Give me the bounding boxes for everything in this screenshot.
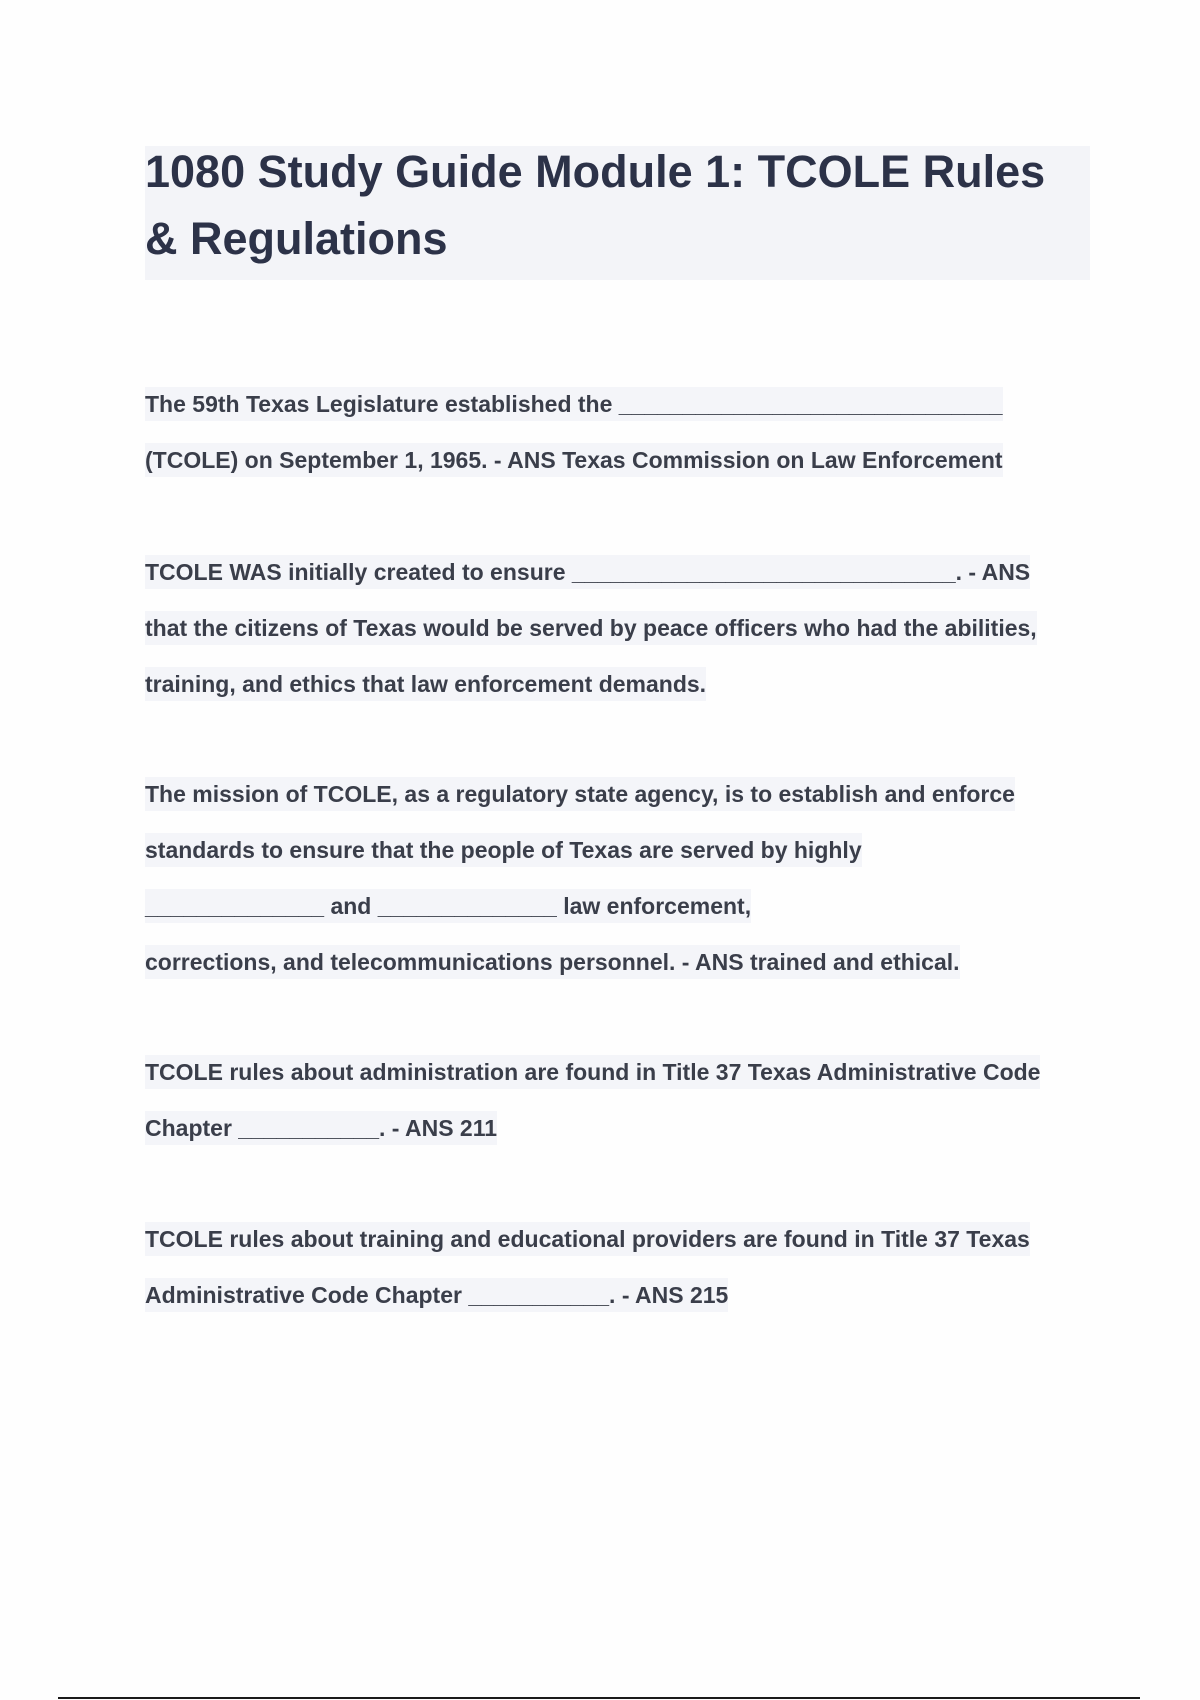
footer-divider [58, 1697, 1140, 1699]
question-block-3 [145, 766, 1090, 990]
answer-line [145, 934, 1090, 990]
question-line [145, 376, 1090, 432]
question-text: TCOLE rules about training and educational providers are found in Title 37 Texas [145, 1222, 1030, 1256]
question-text: standards to ensure that the people of Texas are served by highly [145, 833, 862, 867]
page-title: 1080 Study Guide Module 1: TCOLE Rules & Regulations [145, 146, 1046, 264]
question-text: (TCOLE) on September 1, 1965. - ANS Texas Commission on Law Enforcement [145, 443, 1003, 477]
question-line [145, 1211, 1090, 1267]
question-text: Administrative Code Chapter ___________. - ANS 215 [145, 1278, 728, 1312]
question-text: ______________ and ______________ law enforcement, [145, 889, 751, 923]
question-block-4 [145, 1044, 1090, 1156]
question-text: corrections, and telecommunications personnel. - ANS trained and ethical. [145, 945, 960, 979]
question-block-1 [145, 376, 1090, 488]
question-line [145, 544, 1090, 600]
answer-line [145, 656, 1090, 712]
question-text: The 59th Texas Legislature established the ______________________________ [145, 387, 1003, 421]
question-block-2 [145, 544, 1090, 712]
question-text: Chapter ___________. - ANS 211 [145, 1111, 497, 1145]
question-text: training, and ethics that law enforcement demands. [145, 667, 706, 701]
question-line [145, 822, 1090, 878]
question-text: The mission of TCOLE, as a regulatory state agency, is to establish and enforce [145, 777, 1015, 811]
question-line [145, 766, 1090, 822]
question-text: TCOLE WAS initially created to ensure ______________________________. - ANS [145, 555, 1030, 589]
answer-line [145, 600, 1090, 656]
answer-line [145, 1267, 1090, 1323]
question-block-5 [145, 1211, 1090, 1323]
question-line [145, 1044, 1090, 1100]
question-text: that the citizens of Texas would be served by peace officers who had the abilities, [145, 611, 1037, 645]
question-text: TCOLE rules about administration are found in Title 37 Texas Administrative Code [145, 1055, 1040, 1089]
question-line [145, 878, 1090, 934]
answer-line [145, 432, 1090, 488]
answer-line [145, 1100, 1090, 1156]
